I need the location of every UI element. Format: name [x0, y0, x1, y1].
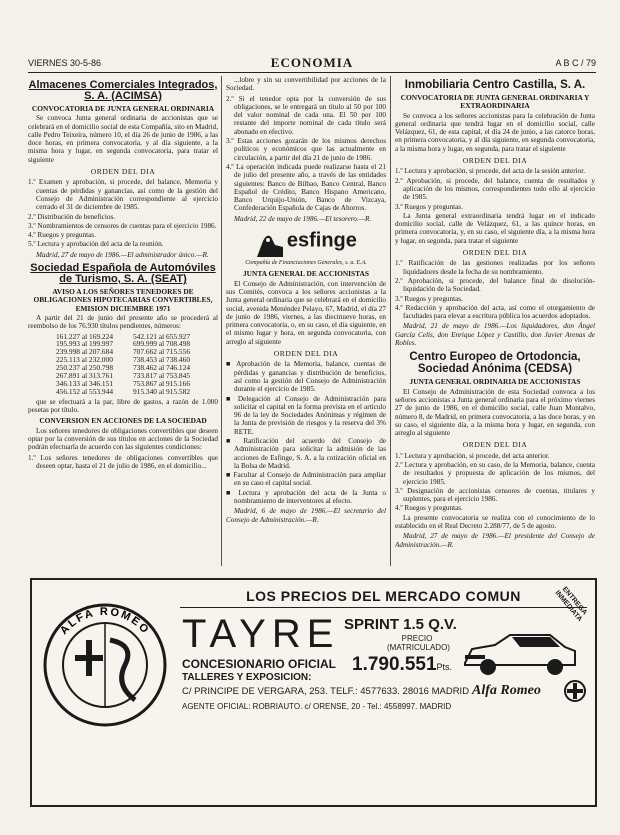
- agenda-heading: ORDEN DEL DIA: [90, 167, 156, 177]
- notice-subtitle: JUNTA GENERAL ORDINARIA DE ACCIONISTAS: [409, 377, 581, 387]
- sphinx-icon: [255, 231, 285, 259]
- brand-signature: Alfa Romeo: [472, 683, 541, 698]
- agenda-heading: ORDEN DEL DIA: [462, 156, 528, 166]
- car-illustration-icon: [460, 625, 580, 680]
- notice-paragraph: El Consejo de Administración de esta Sociedad convoca a los señores accionistas a Junta general ordinaria para el próximo viernes 27 de junio de 1986, en el domicilio social, calle Juan Montalvo, número 8, de Madrid, en primera convocatoria, a las doce horas, y en su caso, el siguiente día, a la misma hora y lugar, en segunda, con arreglo al siguiente: [395, 387, 595, 438]
- notice-paragraph: Los señores tenedores de obligaciones convertibles que deseen optar por la conversión de sus títulos en acciones de la Sociedad podrán efectuarla de acuerdo con las siguientes condiciones:: [28, 426, 218, 452]
- agenda-item-text: Lectura y aprobación del acta de la Junta o nombramiento de interventores al efecto.: [234, 488, 386, 506]
- alfa-romeo-advertisement: [30, 578, 597, 807]
- title-number-list: [48, 333, 198, 396]
- notice-paragraph: ...lobre y sin su convertibilidad por acciones de la Sociedad.: [226, 76, 386, 93]
- agenda-item: 2.º Distribución de beneficios.: [28, 212, 116, 221]
- agenda-item: 3.º Estas acciones gozarán de los mismos derechos políticos y económicos que las actualmente en circulación, a partir del día 21 de junio de 1986.: [226, 137, 386, 162]
- column-3: [395, 76, 595, 566]
- list-item: 346.133 al 346.151: [55, 378, 114, 388]
- dealer-address: C/ PRINCIPE DE VERGARA, 253. TELF.: 4577633. 28016 MADRID: [182, 686, 470, 697]
- notice-subtitle: CONVOCATORIA DE JUNTA GENERAL ORDINARIA Y EXTRAORDINARIA: [400, 93, 590, 111]
- agenda-item: 4.º Redacción y aprobación del acta, así como el otorgamiento de facultades para elevar a escritura pública los acuerdos adoptados.: [395, 303, 595, 321]
- agenda-item: 1.º Los señores tenedores de obligaciones convertibles que deseen optar, hasta el 21 de julio de 1986, en el domicilio...: [28, 453, 218, 470]
- column-2: [226, 76, 386, 566]
- notice-subtitle: CONVOCATORIA DE JUNTA GENERAL ORDINARIA: [31, 104, 215, 113]
- concession-label: CONCESIONARIO OFICIAL: [182, 657, 337, 671]
- notice-signature: Madrid, 6 de mayo de 1986.—El secretario del Consejo de Administración.—R.: [226, 507, 386, 524]
- agenda-item: 4.º Ruegos y preguntas.: [28, 231, 96, 240]
- agenda-item-text: Delegación al Consejo de Administración para solicitar el capital en la forma prevista en el artículo 96 de la ley de Sociedades Anónimas y régimen de la Junta de previsión de riesgos y la reserva del 3% RETE.: [234, 394, 386, 436]
- notice-signature: Madrid, 22 de mayo de 1986.—El tesorero.—R.: [234, 214, 372, 223]
- notice-paragraph: La Junta general extraordinaria tendrá lugar en el indicado domicilio social, calle de Velázquez, 61, a las quince horas, en primera convocatoria, y, en su caso, el siguiente día, a la misma hora y lugar, en segunda, para tratar el siguiente: [395, 211, 595, 245]
- esfinge-logo: [226, 231, 386, 267]
- price-label-block: [387, 634, 450, 652]
- notice-title: Sociedad Española de Automóviles de Turismo, S. A. (SEAT): [30, 262, 216, 286]
- price-amount: 1.790.551: [352, 654, 437, 675]
- notice-signature: Madrid, 27 de mayo de 1986.—El presidente del Consejo de Administración.—R.: [395, 532, 595, 549]
- notice-title: Centro Europeo de Ortodoncia, Sociedad Anónima (CEDSA): [409, 351, 581, 376]
- column-divider: [390, 76, 391, 566]
- agenda-item: 2.º Aprobación, si procede, del balance final de disolución-liquidación de la Sociedad.: [395, 276, 595, 294]
- notice-paragraph: que se efectuará a la par, libre de gastos, a razón de 1.000 pesetas por título.: [28, 397, 218, 415]
- column-divider: [221, 76, 222, 566]
- list-item: 733.817 al 753.845: [132, 371, 191, 381]
- notice-paragraph: Se convoca Junta general ordinaria de accionistas que se celebrará en el domicilio social de esta Compañía, sito en Madrid, calle Pedro Teixeira, número 10, el día 26 de junio de 1986, a las doce horas, en primera convocatoria, y al día siguiente, a la misma hora y lugar, en segunda convocatoria, para tratar el siguiente: [28, 114, 218, 164]
- list-item: 161.227 al 169.224: [55, 331, 114, 341]
- section-title: ECONOMIA: [270, 55, 354, 70]
- delivery-badge: ENTREGA INMEDIATA: [553, 585, 589, 623]
- list-item: 707.662 al 715.556: [132, 347, 191, 357]
- agenda-item: 1.º Ratificación de las gestiones realizadas por los señores liquidadores desde la fecha de su nombramiento.: [395, 259, 595, 276]
- badge-lettering: ALFA ROMEO: [58, 605, 152, 638]
- notice-signature: Madrid, 21 de mayo de 1986.—Los liquidadores, don Ángel García Celis, don Enrique López y Castillo, don Javier Arenas de Robles.: [395, 322, 595, 348]
- logo-subtitle: Compañía de Financiaciones Generales, s. a. E.A.: [245, 260, 367, 267]
- notice-title: Inmobiliaria Centro Castilla, S. A.: [404, 79, 586, 91]
- notice-paragraph: A partir del 21 de junio del presente año se procederá al reembolso de los 76.930 títulos pendientes, números:: [28, 313, 218, 331]
- agenda-item: 3.º Ruegos y preguntas.: [395, 202, 463, 211]
- alfa-romeo-badge-icon: [40, 600, 170, 730]
- notice-paragraph: El Consejo de Administración, con intervención de sus Comités, convoca a los señores accionistas a la Junta general ordinaria que se celebrará en el domicilio social, avenida Menéndez Pelayo, 67, Madrid, el día 27 de junio de 1986, viernes, a las diecinueve horas, en primera convocatoria, o, en su caso, el día siguiente, en el mismo lugar y hora, en segunda convocatoria, con arreglo al siguiente: [226, 279, 386, 346]
- agenda-heading: ORDEN DEL DIA: [273, 349, 339, 359]
- notice-signature: Madrid, 27 de mayo de 1986.—El administrador único.—R.: [36, 250, 209, 259]
- agenda-item: ■ Facultar al Consejo de Administración para ampliar en su caso el capital social.: [226, 471, 386, 488]
- page-header: [28, 55, 596, 73]
- agenda-item: 5.º Lectura y aprobación del acta de la reunión.: [28, 240, 164, 249]
- ad-headline: LOS PRECIOS DEL MERCADO COMUN: [246, 588, 521, 604]
- agenda-item: 3.º Nombramientos de censores de cuentas para el ejercicio 1986.: [28, 221, 217, 230]
- agenda-item: 1.º Lectura y aprobación, si procede, del acta de la sesión anterior.: [395, 167, 586, 176]
- page-number: A B C / 79: [555, 58, 596, 68]
- agenda-item: ■ Delegación al Consejo de Administración para solicitar el capital en la forma prevista en el artículo 96 de la ley de Sociedades Anónimas y régimen de la Junta de previsión de riesgos y la reserva del 3% RETE.: [226, 394, 386, 436]
- agenda-item: ■ Aprobación de la Memoria, balance, cuentas de pérdidas y ganancias y distribución de beneficios, así como la gestión del Consejo de Administración durante el ejercicio de 1985.: [226, 360, 386, 394]
- agenda-item-text: Aprobación de la Memoria, balance, cuentas de pérdidas y ganancias y distribución de beneficios, así como la gestión del Consejo de Administración durante el ejercicio de 1985.: [234, 360, 386, 394]
- list-item: 738.453 al 738.460: [132, 355, 191, 365]
- notice-subtitle: CONVERSION EN ACCIONES DE LA SOCIEDAD: [39, 416, 207, 426]
- agenda-item: 3.º Ruegos y preguntas.: [395, 294, 463, 303]
- notice-title: Almacenes Comerciales Integrados, S. A. (ACIMSA): [28, 79, 218, 102]
- list-item: 456.152 al 553.944: [55, 386, 114, 396]
- agenda-item: 3.º Designación de accionistas censores de cuentas, titulares y suplentes, para el ejercicio 1986.: [395, 486, 595, 504]
- agenda-heading: ORDEN DEL DIA: [462, 248, 528, 258]
- car-price: [352, 654, 452, 676]
- list-item: 195.993 al 199.997: [55, 339, 114, 349]
- price-label: PRECIO: [401, 634, 433, 643]
- dealer-name: TAYRE: [182, 612, 340, 656]
- price-unit: Pts.: [436, 662, 453, 672]
- agenda-item: 4.º La operación indicada puede realizarse hasta el 21 de julio del presente año, a través de las entidades siguientes: Banco de Bilbao, Banco Central, Banco Español de Crédito, Banco Hispano Americano, Banco Urquijo-Unión, Banco de Vizcaya, Confederación Española de Cajas de Ahorros.: [226, 162, 386, 213]
- agenda-item: 4.º Ruegos y preguntas.: [395, 504, 463, 513]
- car-model: SPRINT 1.5 Q.V.: [344, 616, 457, 633]
- agenda-item-text: Facultar al Consejo de Administración para ampliar en su caso el capital social.: [233, 471, 386, 488]
- list-item: 225.113 al 232.000: [56, 355, 113, 365]
- agenda-item: 1.º Lectura y aprobación, si procede, del acta anterior.: [395, 451, 550, 460]
- list-item: 239.998 al 207.684: [55, 347, 114, 357]
- notice-subtitle: AVISO A LOS SEÑORES TENEDORES DE OBLIGACIONES HIPOTECARIAS CONVERTIBLES, EMISION DICIEMBRE 1971: [33, 287, 213, 313]
- notice-subtitle: JUNTA GENERAL DE ACCIONISTAS: [242, 269, 369, 279]
- agent-address: AGENTE OFICIAL: ROBRIAUTO. c/ ORENSE, 20 - Tel.: 4558997. MADRID: [182, 702, 452, 711]
- headline-divider: [180, 607, 587, 608]
- logo-wordmark: esfinge: [286, 229, 357, 252]
- alfa-cross-icon: [564, 680, 586, 702]
- column-1: [28, 76, 218, 566]
- list-item: 738.462 al 746.124: [132, 363, 191, 373]
- agenda-item: 2.º Aprobación, si procede, del balance, cuenta de resultados y aplicación de los mismos, correspondientes todo ello al ejercicio de 1985.: [395, 176, 595, 202]
- agenda-item: 2.º Lectura y aprobación, en su caso, de la Memoria, balance, cuenta de resultados y propuesta de aplicación de los mismos, del ejercicio 1985.: [395, 460, 595, 486]
- notice-paragraph: Se convoca a los señores accionistas para la celebración de Junta general ordinaria que tendrá lugar en el domicilio social, calle Velázquez, 61, de esta capital, el día 24 de junio, a las catorce horas, en primera convocatoria, y al día siguiente, en segunda convocatoria, a la misma hora y lugar, en segunda, para tratar el siguiente: [395, 111, 595, 153]
- agenda-item: 1.º Examen y aprobación, si procede, del balance, Memoria y cuentas de pérdidas y ganancias, así como de la gestión del Consejo de Administración correspondiente al ejercicio cerrado el 31 de diciembre de 1985.: [28, 178, 218, 212]
- list-item: 267.891 al 313.761: [55, 371, 114, 381]
- workshops-label: TALLERES Y EXPOSICION:: [182, 672, 312, 683]
- price-note: (MATRICULADO): [387, 643, 450, 652]
- issue-date: VIERNES 30-5-86: [28, 58, 102, 68]
- agenda-item: ■ Ratificación del acuerdo del Consejo de Administración para solicitar la admisión de las acciones de Esfinge, S. A. a la cotización oficial en la Bolsa de Madrid.: [226, 436, 386, 470]
- list-item: 250.237 al 250.798: [55, 363, 114, 373]
- list-item: 753.867 al 915.166: [132, 378, 191, 388]
- agenda-item: ■ Lectura y aprobación del acta de la Junta o nombramiento de interventores al efecto.: [226, 488, 386, 506]
- agenda-item-text: Ratificación del acuerdo del Consejo de Administración para solicitar la admisión de las acciones de Esfinge, S. A. a la cotización oficial en la Bolsa de Madrid.: [234, 436, 386, 470]
- agenda-item: 2.º Si el tenedor opta por la conversión de sus obligaciones, se le entregará un título al 50 por 100 del valor nominal de cada una. El 50 por 100 restante del importe nominal de cada título será abonado en efectivo.: [226, 94, 386, 136]
- agenda-heading: ORDEN DEL DIA: [462, 440, 528, 450]
- list-item: 915.340 al 915.582: [132, 386, 191, 396]
- list-item: 542.121 al 655.927: [132, 331, 191, 341]
- list-item: 699.999 al 708.498: [132, 339, 191, 349]
- notice-paragraph: La presente convocatoria se realiza con el conocimiento de lo establecido en el Real Decreto 2.288/77, de 5 de agosto.: [395, 513, 595, 531]
